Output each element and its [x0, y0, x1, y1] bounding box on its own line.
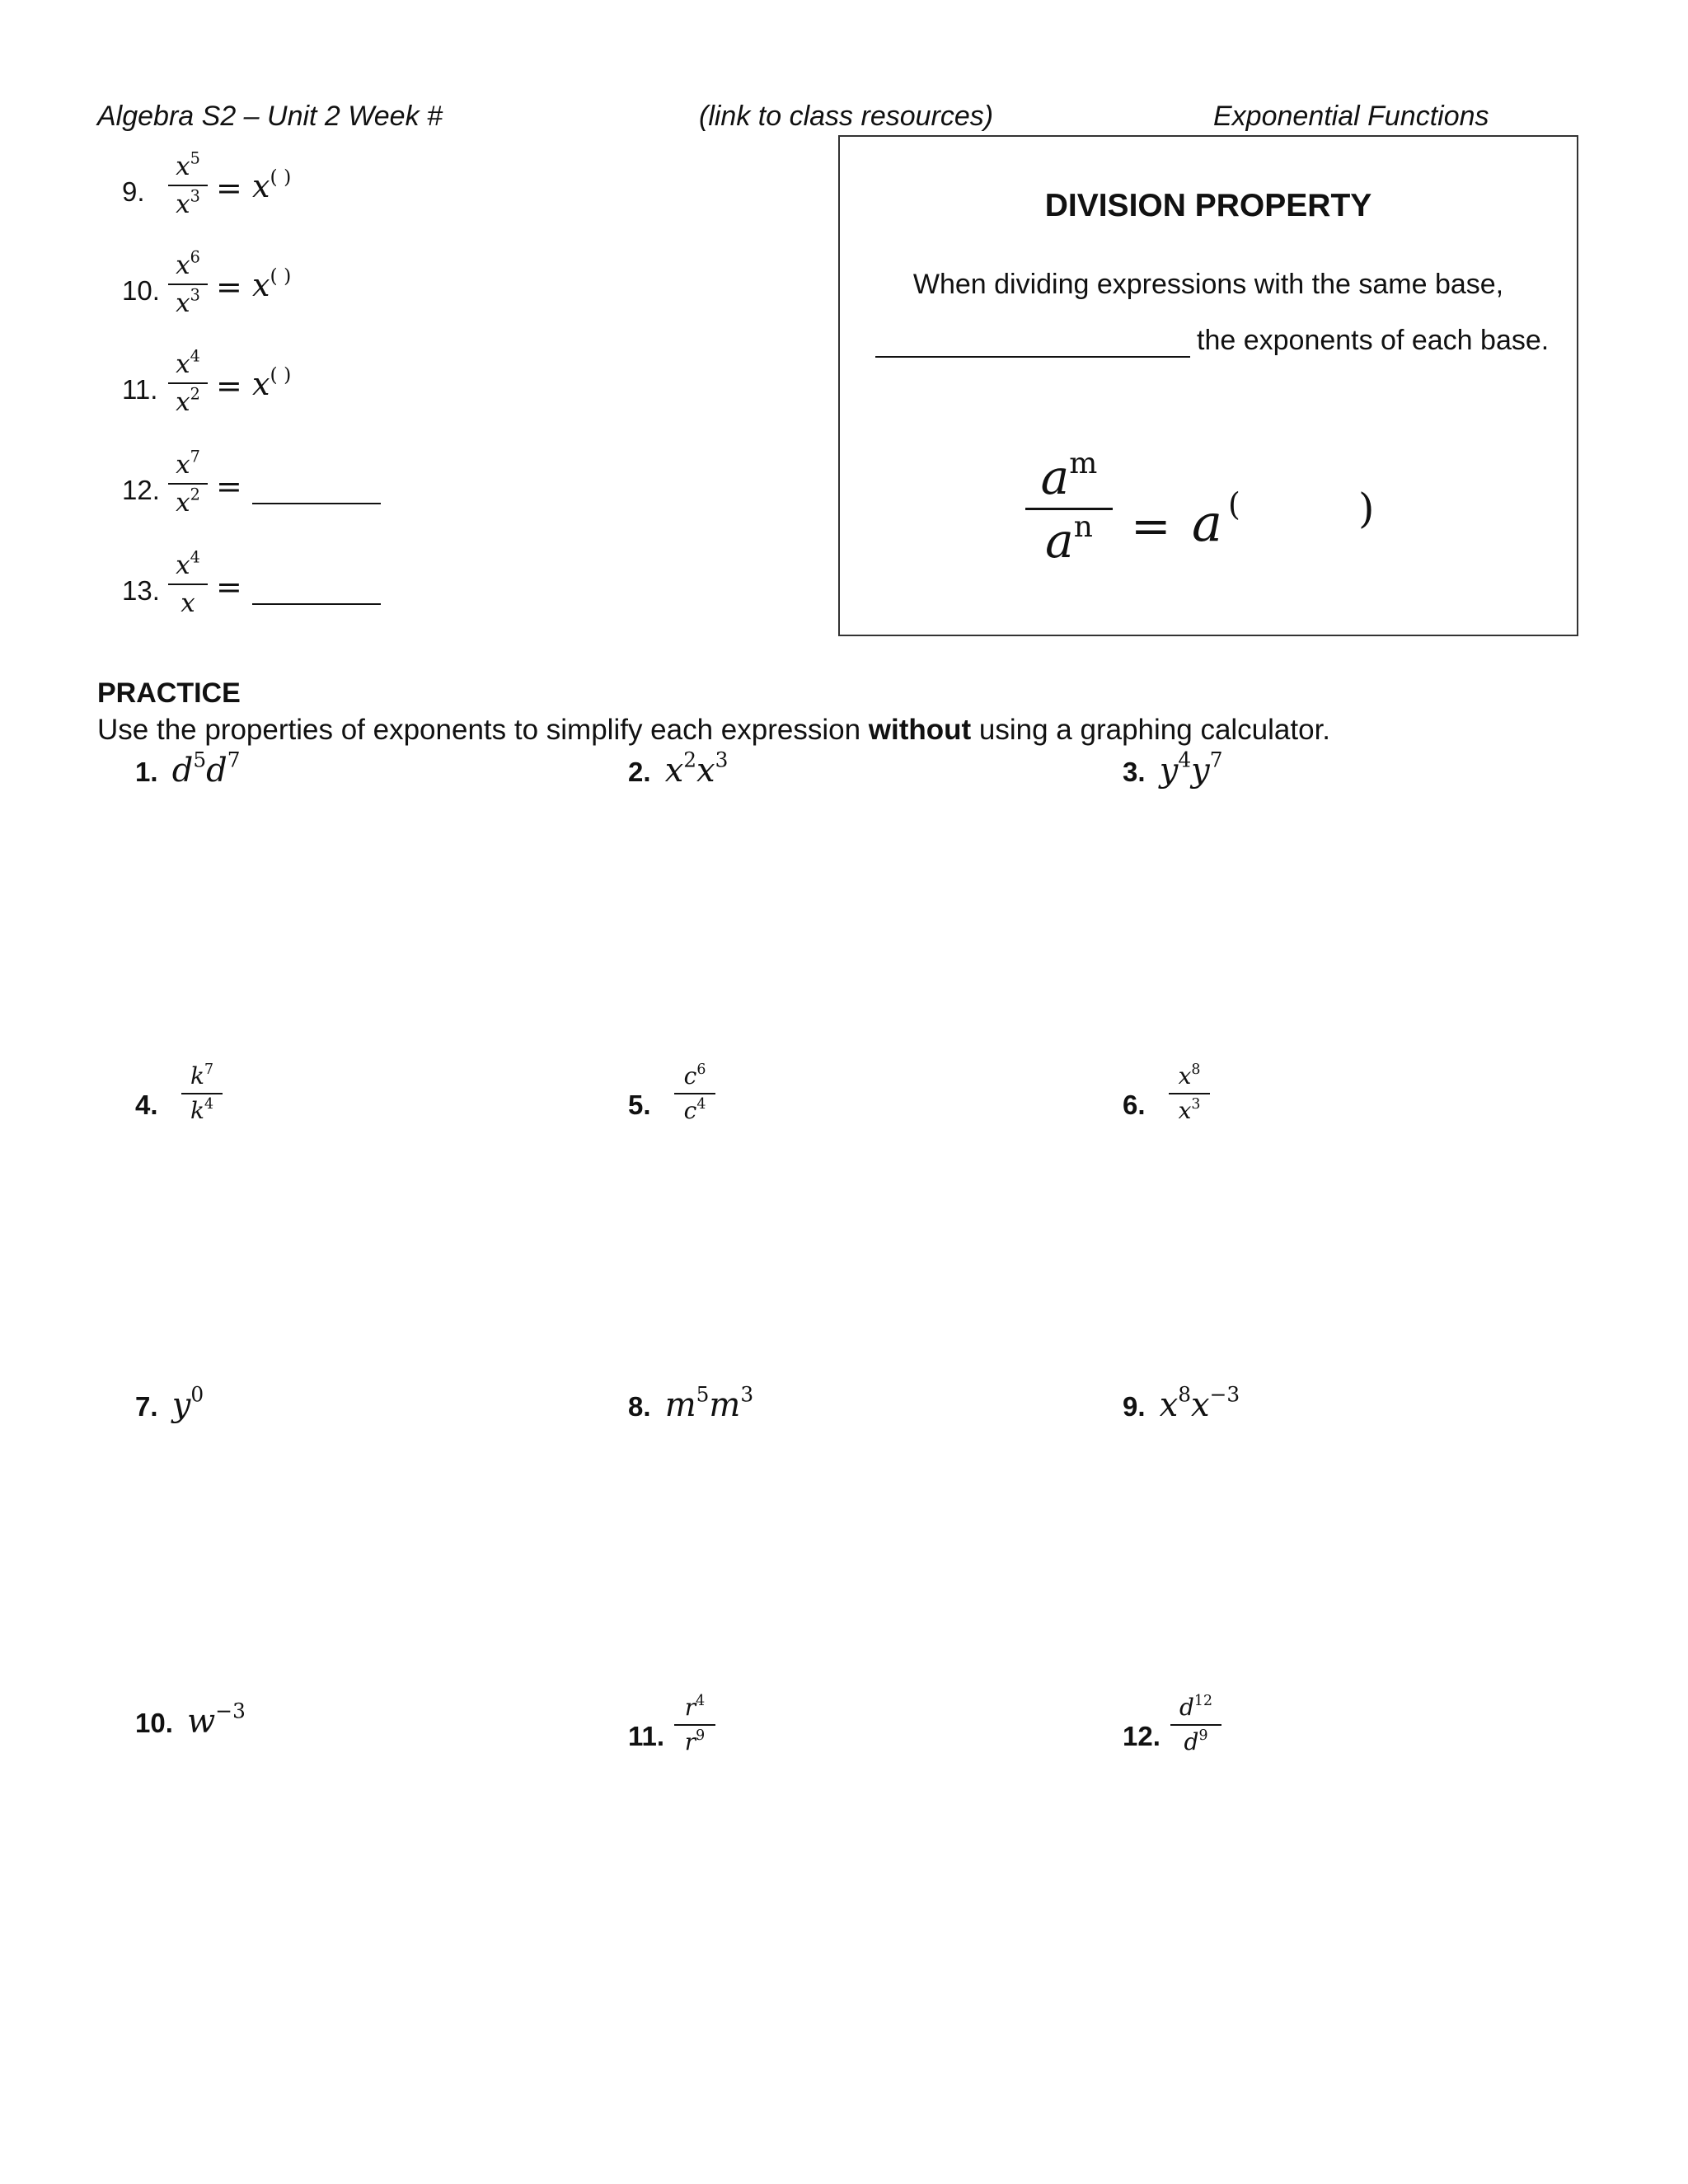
warmup-rhs: x( ) — [252, 264, 292, 303]
practice-problem: 5. — [628, 1090, 651, 1120]
warmup-number: 10. — [122, 275, 160, 306]
formula-rhs-base: a — [1192, 493, 1222, 553]
practice-instructions: Use the properties of exponents to simplify each expression without using a graphing calculator. — [97, 714, 1331, 746]
equals-sign: = — [216, 368, 242, 404]
box-title: DIVISION PROPERTY — [1044, 188, 1372, 223]
equals-sign: = — [216, 170, 242, 206]
practice-problem: 8. $m^5m^3$ — [628, 1382, 754, 1424]
box-line-1: When dividing expressions with the same base, — [912, 269, 1504, 300]
warmup-fraction: $x^4$ $x^2$ — [168, 349, 208, 417]
header-left: Algebra S2 – Unit 2 Week # — [97, 101, 443, 132]
warmup-rhs: x( ) — [252, 363, 292, 402]
equals-sign: = — [216, 269, 242, 305]
practice-fraction: $d^{12}$ $d^9$ — [1170, 1694, 1221, 1755]
equals-sign: = — [216, 569, 242, 605]
practice-fraction: $c^6$ $c^4$ — [674, 1063, 715, 1124]
header-right: Exponential Functions — [1213, 101, 1489, 132]
practice-problem: 7. $y^0$ — [135, 1382, 204, 1424]
box-line-2: the exponents of each base. — [1197, 325, 1550, 356]
practice-problem: 11. — [628, 1721, 665, 1751]
practice-fraction: $r^4$ $r^9$ — [674, 1694, 715, 1755]
warmup-number: 12. — [122, 475, 160, 505]
practice-problem: 12. — [1123, 1721, 1160, 1751]
practice-problem: 10. $w^{-3}$ — [135, 1699, 246, 1741]
answer-blank[interactable] — [252, 503, 381, 504]
practice-problem: 1. $d^5d^7$ — [135, 748, 241, 790]
warmup-fraction: $x^4$ x — [168, 551, 208, 618]
practice-problem: 6. — [1123, 1090, 1146, 1120]
practice-problem: 2. $x^2x^3$ — [628, 748, 729, 790]
formula-close-paren: ) — [1358, 485, 1375, 532]
warmup-rhs: x( ) — [252, 165, 292, 204]
answer-blank[interactable] — [252, 603, 381, 605]
practice-problem: 4. — [135, 1090, 158, 1120]
warmup-fraction: $x^7$ $x^2$ — [168, 450, 208, 518]
practice-title: PRACTICE — [97, 677, 241, 709]
warmup-number: 9. — [122, 176, 145, 207]
warmup-number: 11. — [122, 374, 158, 405]
equals-sign: = — [216, 468, 242, 504]
warmup-fraction: $x^5$ $x^3$ — [168, 152, 208, 219]
division-formula-fraction: $a^m$ $a^n$ — [1025, 450, 1113, 568]
formula-equals: = — [1131, 498, 1171, 554]
box-answer-blank[interactable] — [875, 356, 1190, 358]
class-resources-link[interactable]: (link to class resources) — [699, 101, 994, 132]
practice-fraction: $x^8$ $x^3$ — [1169, 1063, 1210, 1124]
warmup-fraction: $x^6$ $x^3$ — [168, 251, 208, 318]
practice-fraction: $k^7$ $k^4$ — [181, 1063, 223, 1124]
warmup-number: 13. — [122, 575, 160, 606]
practice-problem: 3. $y^4y^7$ — [1123, 748, 1223, 790]
formula-open-paren: ( — [1228, 486, 1240, 523]
practice-problem: 9. $x^8x^{-3}$ — [1123, 1382, 1240, 1424]
